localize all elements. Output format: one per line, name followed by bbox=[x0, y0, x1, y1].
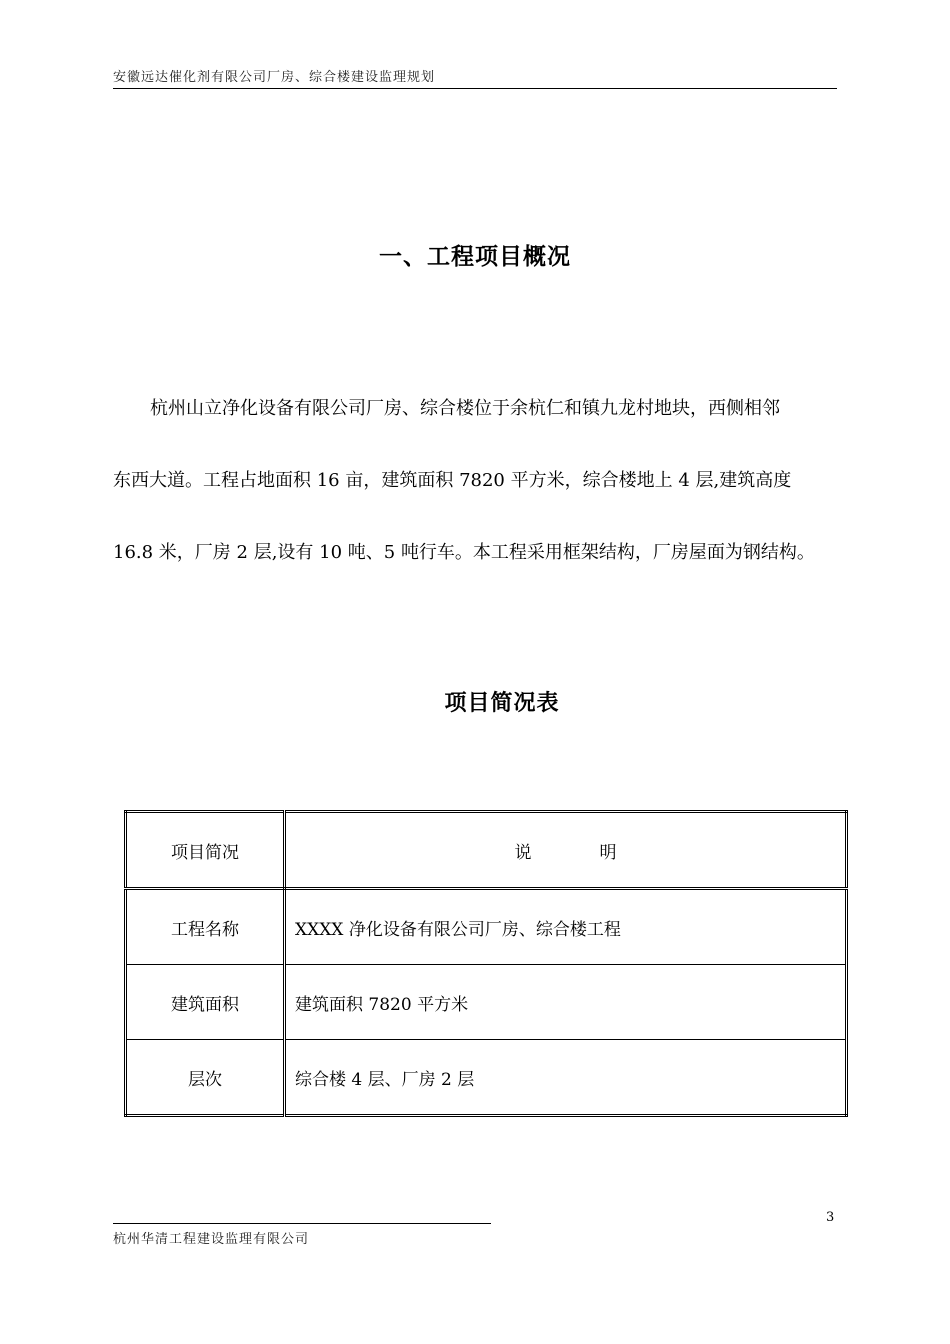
table-cell-label: 建筑面积 bbox=[126, 965, 285, 1040]
table-cell-label: 层次 bbox=[126, 1040, 285, 1116]
table-header-row bbox=[126, 812, 847, 889]
table-header-cell: 项目简况 bbox=[126, 812, 285, 889]
page-number: 3 bbox=[826, 1210, 835, 1225]
table-cell-value: 综合楼 4 层、厂房 2 层 bbox=[285, 1040, 847, 1116]
paragraph-line-1: 杭州山立净化设备有限公司厂房、综合楼位于余杭仁和镇九龙村地块，西侧相邻 bbox=[150, 398, 780, 419]
table-cell-label: 工程名称 bbox=[126, 889, 285, 965]
table-row bbox=[126, 889, 847, 965]
footer-rule bbox=[113, 1223, 491, 1224]
table-row bbox=[126, 1040, 847, 1116]
page-footer-company: 杭州华清工程建设监理有限公司 bbox=[113, 1232, 310, 1247]
table-cell-value: 建筑面积 7820 平方米 bbox=[285, 965, 847, 1040]
header-rule bbox=[113, 88, 837, 89]
page-header-title: 安徽远达催化剂有限公司厂房、综合楼建设监理规划 bbox=[113, 70, 436, 85]
table-cell-value: XXXX 净化设备有限公司厂房、综合楼工程 bbox=[285, 889, 847, 965]
paragraph-line-2: 东西大道。工程占地面积 16 亩，建筑面积 7820 平方米，综合楼地上 4 层,建筑高度 bbox=[113, 470, 792, 491]
paragraph-line-3: 16.8 米，厂房 2 层,设有 10 吨、5 吨行车。本工程采用框架结构，厂房屋面为钢结构。 bbox=[113, 542, 815, 563]
section-title: 一、工程项目概况 bbox=[379, 244, 571, 270]
table-title: 项目简况表 bbox=[444, 691, 560, 716]
table-header-cell: 说 明 bbox=[285, 812, 847, 889]
project-summary-table bbox=[124, 810, 848, 1117]
table-row bbox=[126, 965, 847, 1040]
